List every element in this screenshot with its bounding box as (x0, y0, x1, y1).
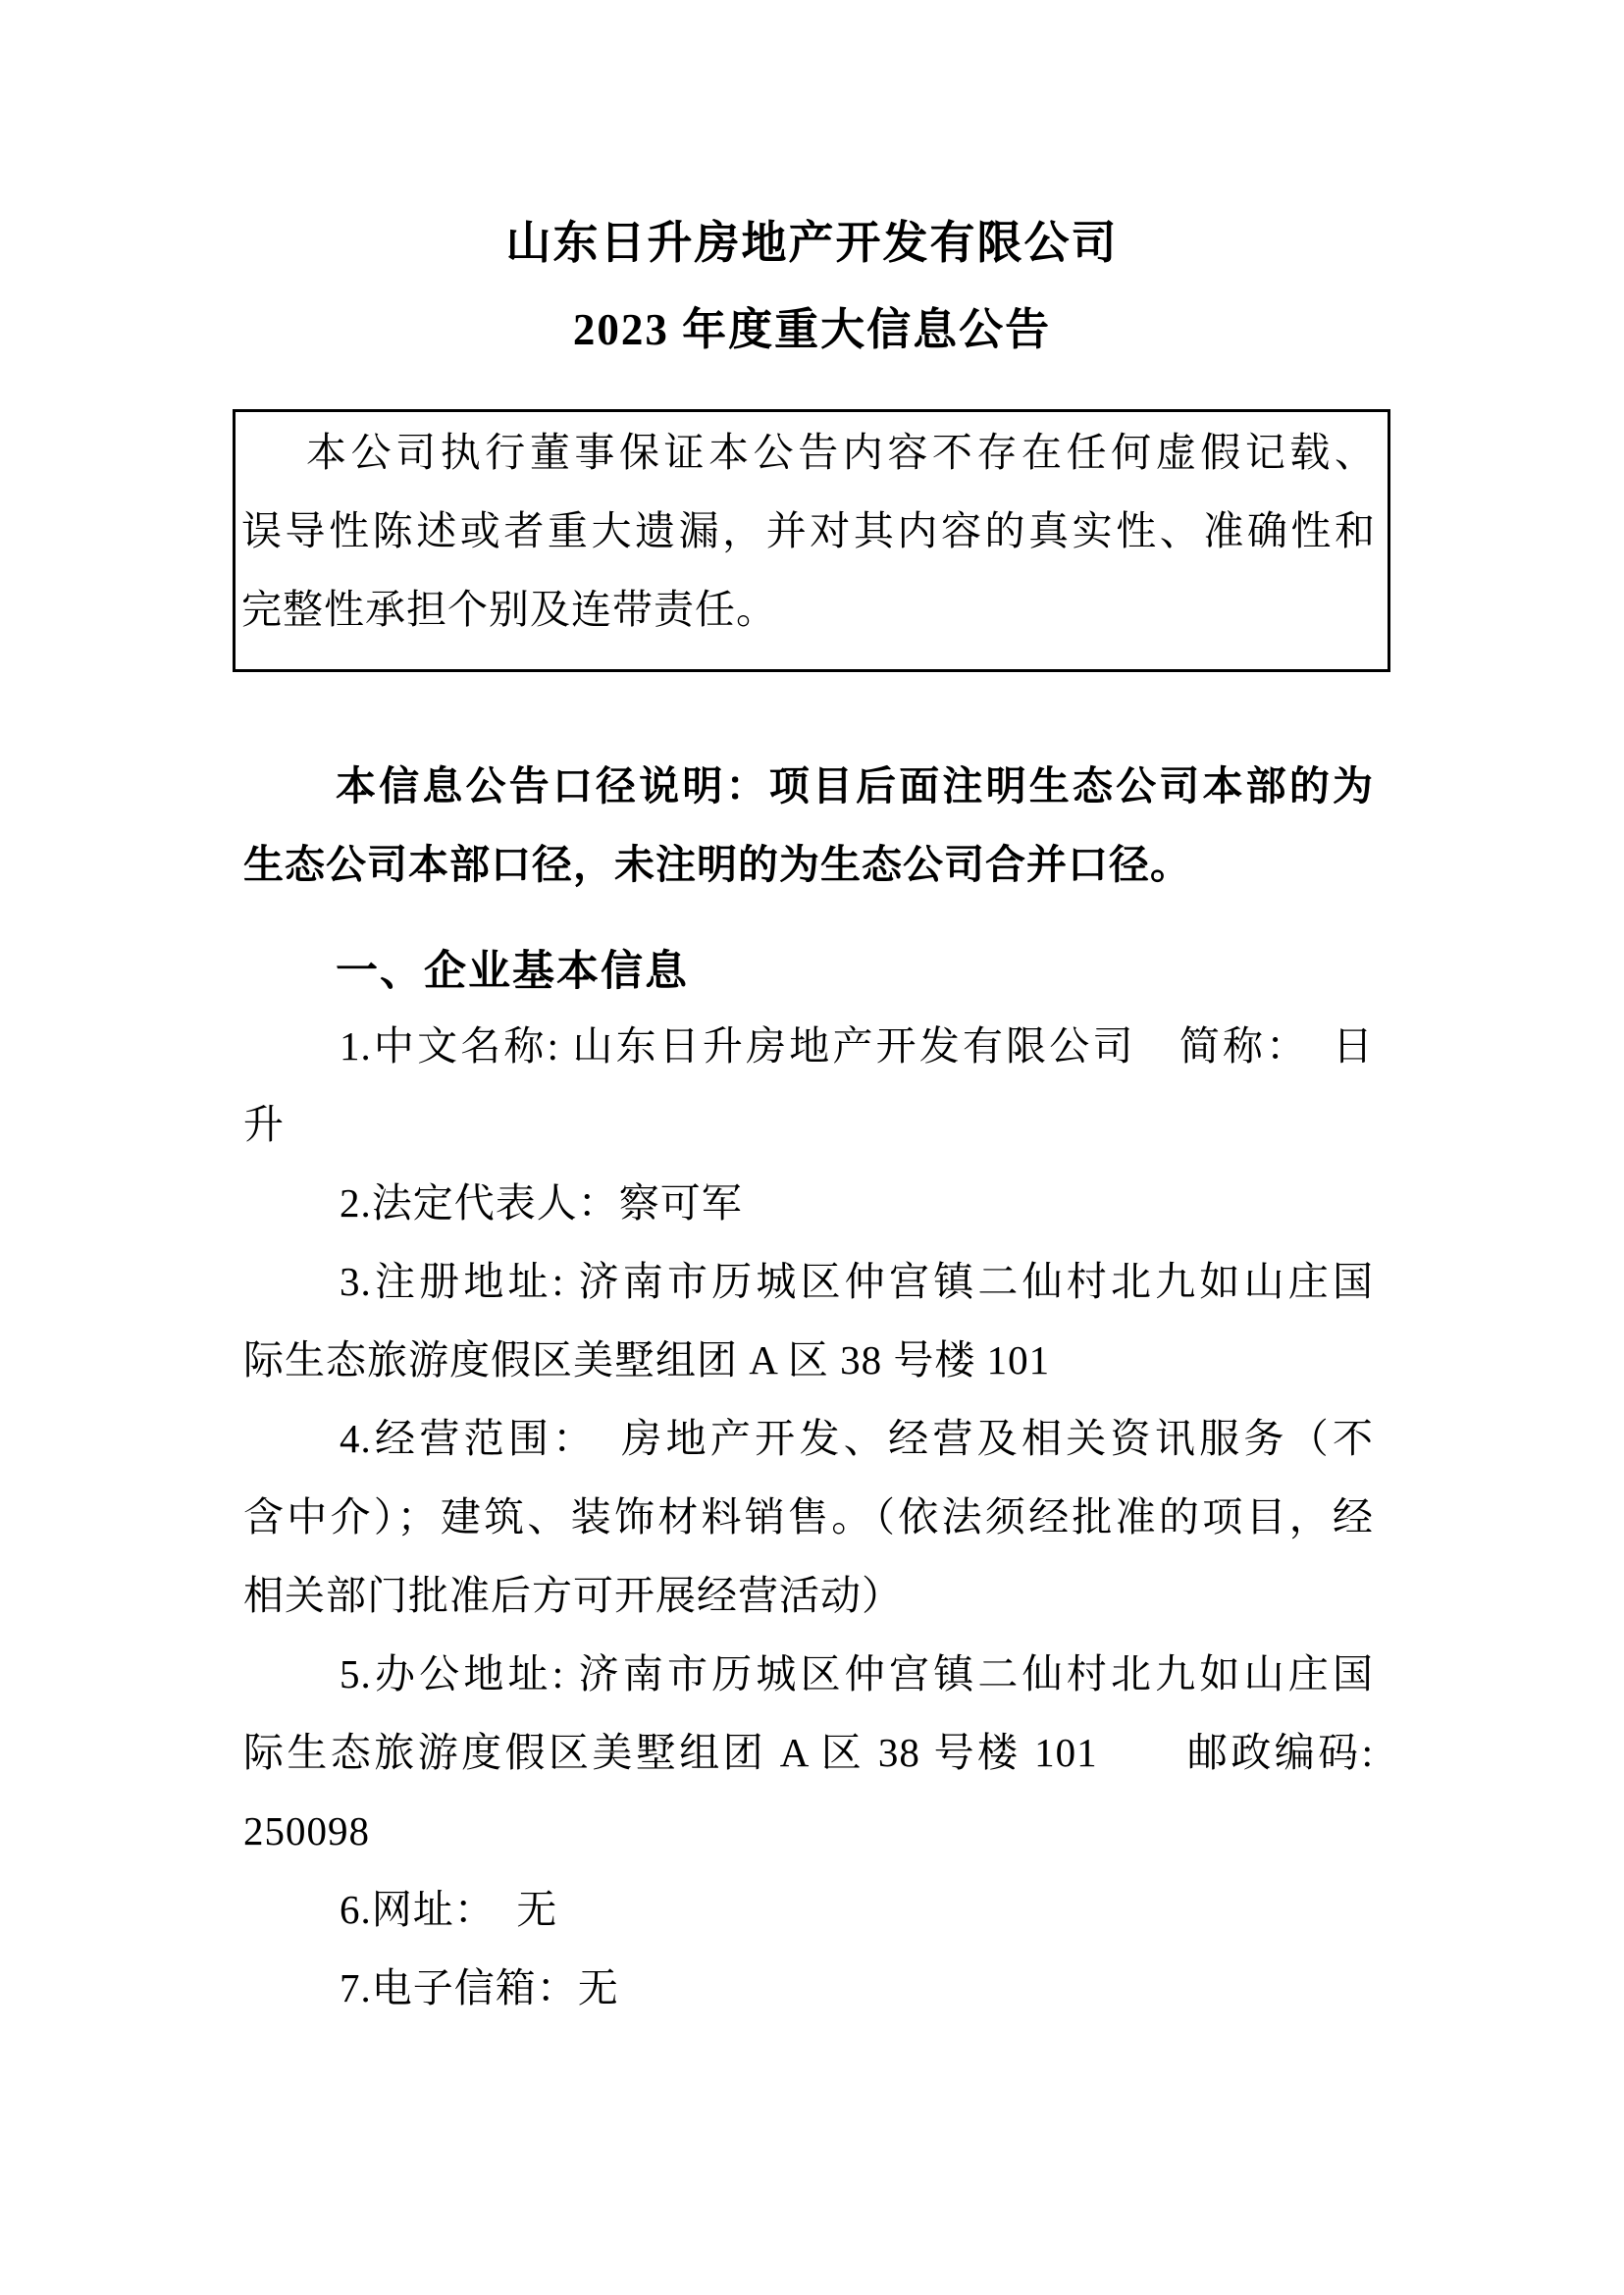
page-title: 山东日升房地产开发有限公司 (505, 218, 1119, 268)
disclaimer-line: 本公司执行董事保证本公告内容不存在任何虚假记载、 (306, 430, 1376, 475)
item-line-chinese-name: 1.中文名称: 山东日升房地产开发有限公司 简称： 日 (340, 1023, 1374, 1069)
item-line-office-address-wrap: 际生态旅游度假区美墅组团 A 区 38 号楼 101 邮政编码: (243, 1730, 1374, 1775)
item-line-website: 6.网址： 无 (340, 1887, 558, 1932)
section-heading-basic-info: 一、企业基本信息 (336, 949, 689, 995)
item-line-postal-code-value: 250098 (243, 1808, 370, 1853)
item-line-registered-address: 3.注册地址: 济南市历城区仲宫镇二仙村北九如山庄国 (340, 1259, 1374, 1304)
caliber-note-line: 本信息公告口径说明：项目后面注明生态公司本部的为 (336, 763, 1374, 808)
item-line-business-scope-wrap: 含中介）；建筑、装饰材料销售。（依法须经批准的项目，经 (243, 1494, 1374, 1539)
disclaimer-line: 完整性承担个别及连带责任。 (241, 587, 777, 632)
disclaimer-box (233, 409, 1390, 672)
item-line-office-address: 5.办公地址: 济南市历城区仲宫镇二仙村北九如山庄国 (340, 1651, 1374, 1696)
item-line-chinese-name-wrap: 升 (243, 1102, 285, 1147)
item-line-email: 7.电子信箱：无 (340, 1965, 619, 2010)
item-line-business-scope: 4.经营范围： 房地产开发、经营及相关资讯服务（不 (340, 1416, 1374, 1461)
basic-info-items (243, 1007, 1374, 2027)
caliber-note-line: 生态公司本部口径，未注明的为生态公司合并口径。 (243, 842, 1191, 887)
item-line-registered-address-wrap: 际生态旅游度假区美墅组团 A 区 38 号楼 101 (243, 1337, 1051, 1382)
caliber-note-paragraph (243, 747, 1374, 904)
page-subtitle: 2023 年度重大信息公告 (572, 305, 1052, 354)
item-line-business-scope-wrap2: 相关部门批准后方可开展经营活动） (243, 1573, 903, 1618)
item-line-legal-representative: 2.法定代表人：察可军 (340, 1180, 743, 1226)
disclaimer-line: 误导性陈述或者重大遗漏，并对其内容的真实性、准确性和 (241, 508, 1376, 553)
